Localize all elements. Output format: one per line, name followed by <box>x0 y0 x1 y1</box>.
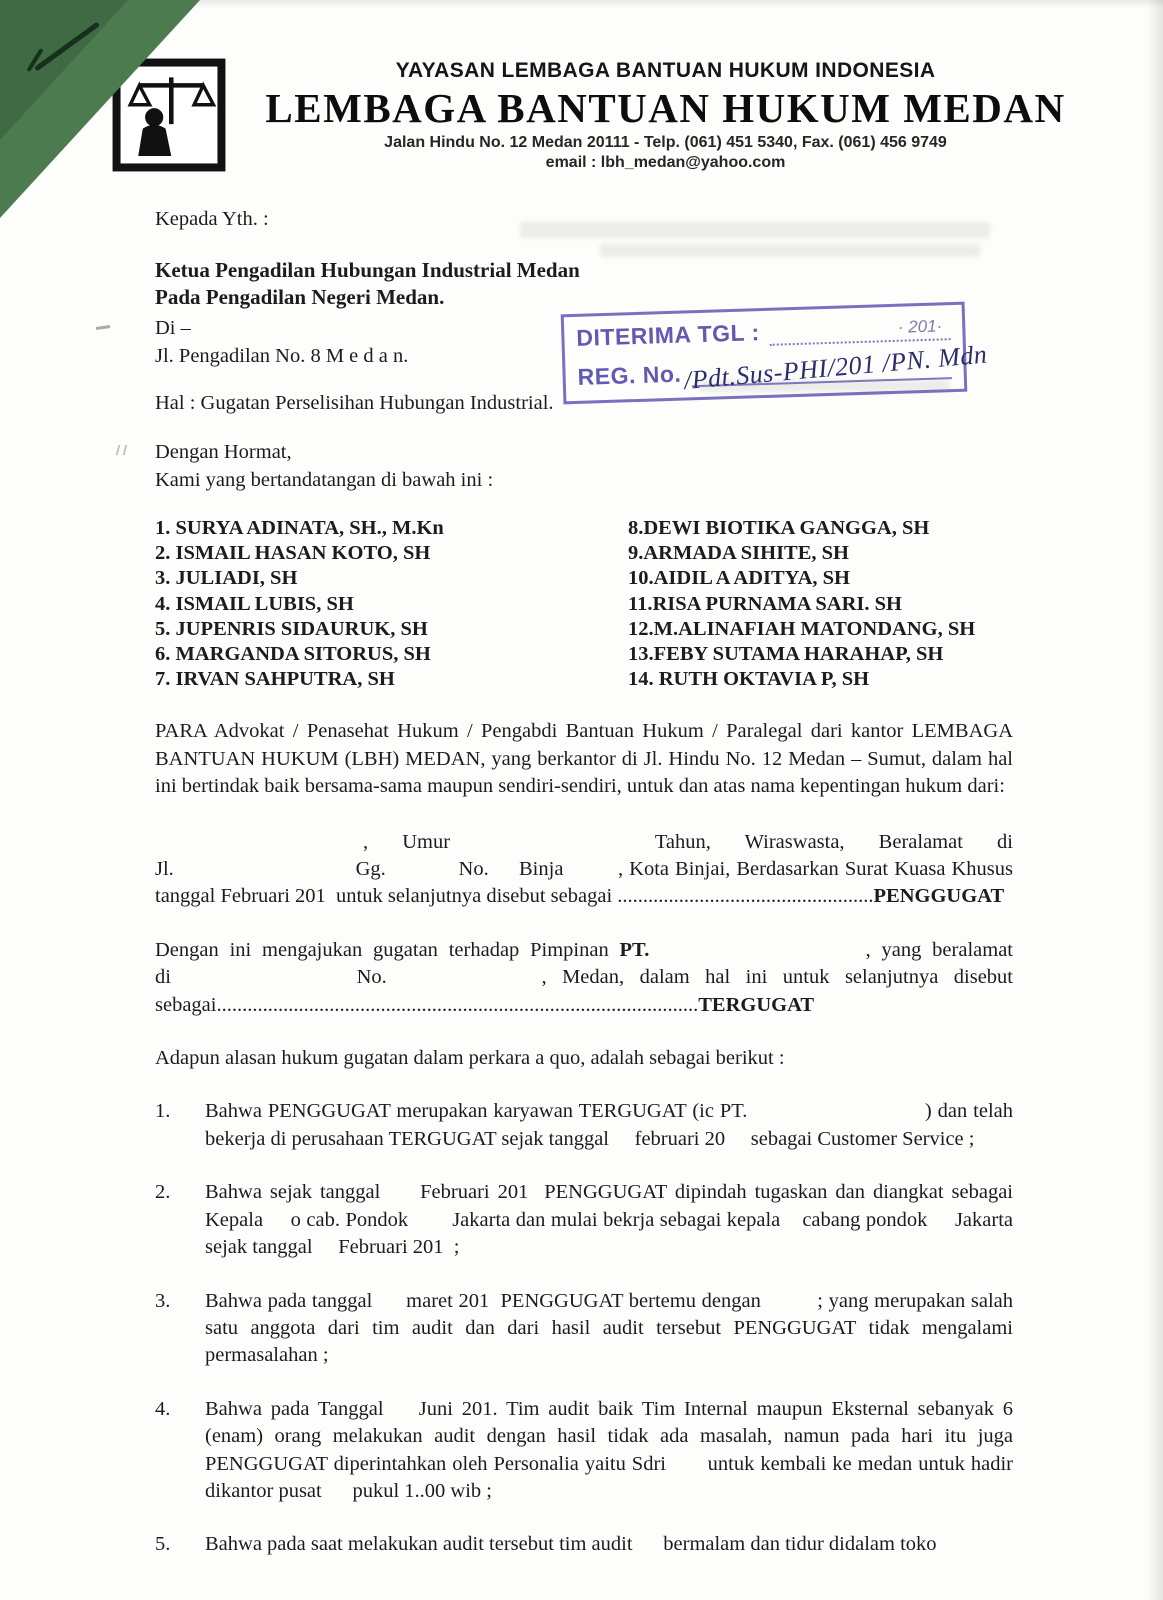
advocate-item: 10.AIDIL A ADITYA, SH <box>628 567 850 590</box>
advocate-item: 4. ISMAIL LUBIS, SH <box>155 592 354 615</box>
recipient-block <box>155 257 1013 311</box>
stamp-reg-label: REG. No. <box>577 360 682 390</box>
recipient-court-line2: Pada Pengadilan Negeri Medan. <box>155 285 445 309</box>
advocate-item: 1. SURYA ADINATA, SH., M.Kn <box>155 517 444 539</box>
subject-line: Hal : Gugatan Perselisihan Hubungan Industrial. <box>155 392 554 414</box>
claim-text: Bahwa pada tanggal maret 201 PENGGUGAT bertemu dengan ; yang merupakan salah satu anggota dari tim audit dan dari hasil audit tersebut PENGGUGAT tidak mengalami permasalahan ; <box>205 1289 1013 1367</box>
claim-number: 5. <box>155 1533 171 1556</box>
stamp-received-row <box>576 313 951 352</box>
advocate-item: 14. RUTH OKTAVIA P, SH <box>628 668 870 691</box>
dot-leader: .............................................................................................. <box>216 993 699 1016</box>
advocate-item: 6. MARGANDA SITORUS, SH <box>155 643 431 666</box>
claim-text: Bahwa pada Tanggal Juni 201. Tim audit baik Tim Internal maupun Eksternal sebanyak 6 (enam) orang melakukan audit dengan hasil tidak ada masalah, namun pada hari itu juga PENGGUGAT diperintahkan oleh Personalia yaitu Sdri untuk kembali ke medan untuk hadir dikantor pusat pukul 1..00 wib ; <box>205 1397 1013 1502</box>
scan-edge-shade <box>1147 0 1163 1600</box>
claim-item <box>155 1179 1013 1261</box>
reasons-intro-line: Adapun alasan hukum gugatan dalam perkara a quo, adalah sebagai berikut : <box>155 1047 785 1070</box>
greeting-line: Dengan Hormat, <box>155 441 292 463</box>
claim-text: Bahwa sejak tanggal Februari 201 PENGGUGAT dipindah tugaskan dan diangkat sebagai Kepala o cab. Pondok Jakarta dan mulai bekrja sebagai kepala cabang pondok Jakarta sejak tanggal Februari 201 ; <box>205 1181 1013 1259</box>
claim-item <box>155 1396 1013 1506</box>
claim-text: Bahwa pada saat melakukan audit tersebut tim audit bermalam dan tidur didalam toko <box>205 1533 937 1556</box>
advocate-item: 9.ARMADA SIHITE, SH <box>628 542 849 565</box>
defendant-paragraph <box>155 937 1013 1019</box>
claim-item <box>155 1288 1013 1370</box>
claim-item <box>155 1531 1013 1558</box>
claims-list <box>155 1098 1013 1558</box>
claim-item <box>155 1098 1013 1153</box>
recipient-salutation: Kepada Yth. : <box>155 208 269 230</box>
foundation-name: YAYASAN LEMBAGA BANTUAN HUKUM INDONESIA <box>395 58 936 82</box>
dot-leader: .................................................. <box>617 885 874 908</box>
defendant-pt: PT. <box>619 938 650 961</box>
advocates-column-2 <box>628 516 1013 692</box>
claim-number: 2. <box>155 1181 171 1204</box>
advocate-item: 12.M.ALINAFIAH MATONDANG, SH <box>628 617 976 640</box>
claim-number: 4. <box>155 1397 171 1420</box>
intro-line: Kami yang bertandatangan di bawah ini : <box>155 468 494 491</box>
defendant-mid: , yang beralamat di No. , Medan, dalam hal ini untuk selanjutnya disebut sebagai <box>155 938 1013 1016</box>
advocate-item: 2. ISMAIL HASAN KOTO, SH <box>155 542 431 565</box>
advocate-item: 11.RISA PURNAMA SARI. SH <box>628 592 902 615</box>
opening-block <box>155 439 1013 494</box>
claim-number: 3. <box>155 1289 171 1312</box>
advocate-item: 8.DEWI BIOTIKA GANGGA, SH <box>628 517 930 539</box>
recipient-di: Di – <box>155 317 191 339</box>
advocate-item: 5. JUPENRIS SIDAURUK, SH <box>155 617 428 640</box>
advocate-item: 13.FEBY SUTAMA HARAHAP, SH <box>628 643 944 666</box>
defendant-term: TERGUGAT <box>698 993 815 1016</box>
stamp-received-label: DITERIMA TGL : <box>576 319 761 351</box>
advocate-item: 7. IRVAN SAHPUTRA, SH <box>155 668 395 691</box>
claim-number: 1. <box>155 1100 171 1123</box>
document-body <box>0 208 1163 1559</box>
advocate-item: 3. JULIADI, SH <box>155 567 298 590</box>
recipient-street: Jl. Pengadilan No. 8 M e d a n. <box>155 344 409 367</box>
organization-name: LEMBAGA BANTUAN HUKUM MEDAN <box>265 84 1066 131</box>
defendant-lead: Dengan ini mengajukan gugatan terhadap Pimpinan <box>155 938 620 961</box>
advocates-capacity-paragraph: PARA Advokat / Penasehat Hukum / Pengabdi Bantuan Hukum / Paralegal dari kantor LEMBAGA BANTUAN HUKUM (LBH) MEDAN, yang berkantor di Jl. Hindu No. 12 Medan – Sumut, dalam hal ini bertindak baik bersama-sama maupun sendiri-sendiri, untuk dan atas nama kepentingan hukum dari: <box>155 720 1013 798</box>
recipient-court-line1: Ketua Pengadilan Hubungan Industrial Medan <box>155 258 580 282</box>
plaintiff-text: , Umur Tahun, Wiraswasta, Beralamat di Jl. Gg. No. Binja , Kota Binjai, Berdasarkan Surat Kuasa Khusus tanggal Februari 201 untuk selanjutnya disebut sebagai <box>155 830 1013 908</box>
plaintiff-term: PENGGUGAT <box>873 885 1005 908</box>
scan-corner-shadow <box>0 0 128 140</box>
handwritten-registration-number: /Pdt.Sus-PHI/201 /PN. Mdn <box>682 339 989 395</box>
claim-text: Bahwa PENGGUGAT merupakan karyawan TERGUGAT (ic PT. ) dan telah bekerja di perusahaan TERGUGAT sejak tanggal februari 20 sebagai Customer Service ; <box>205 1100 1013 1150</box>
advocates-list <box>155 516 1013 692</box>
plaintiff-paragraph <box>155 829 1013 911</box>
letterhead-email: email : lbh_medan@yahoo.com <box>545 153 786 171</box>
letterhead-text <box>260 59 1071 172</box>
letterhead-address: Jalan Hindu No. 12 Medan 20111 - Telp. (061) 451 5340, Fax. (061) 456 9749 <box>384 133 947 151</box>
stamp-received-line: · 201· <box>769 316 950 346</box>
court-received-stamp <box>561 302 989 405</box>
advocates-column-1 <box>155 516 628 692</box>
